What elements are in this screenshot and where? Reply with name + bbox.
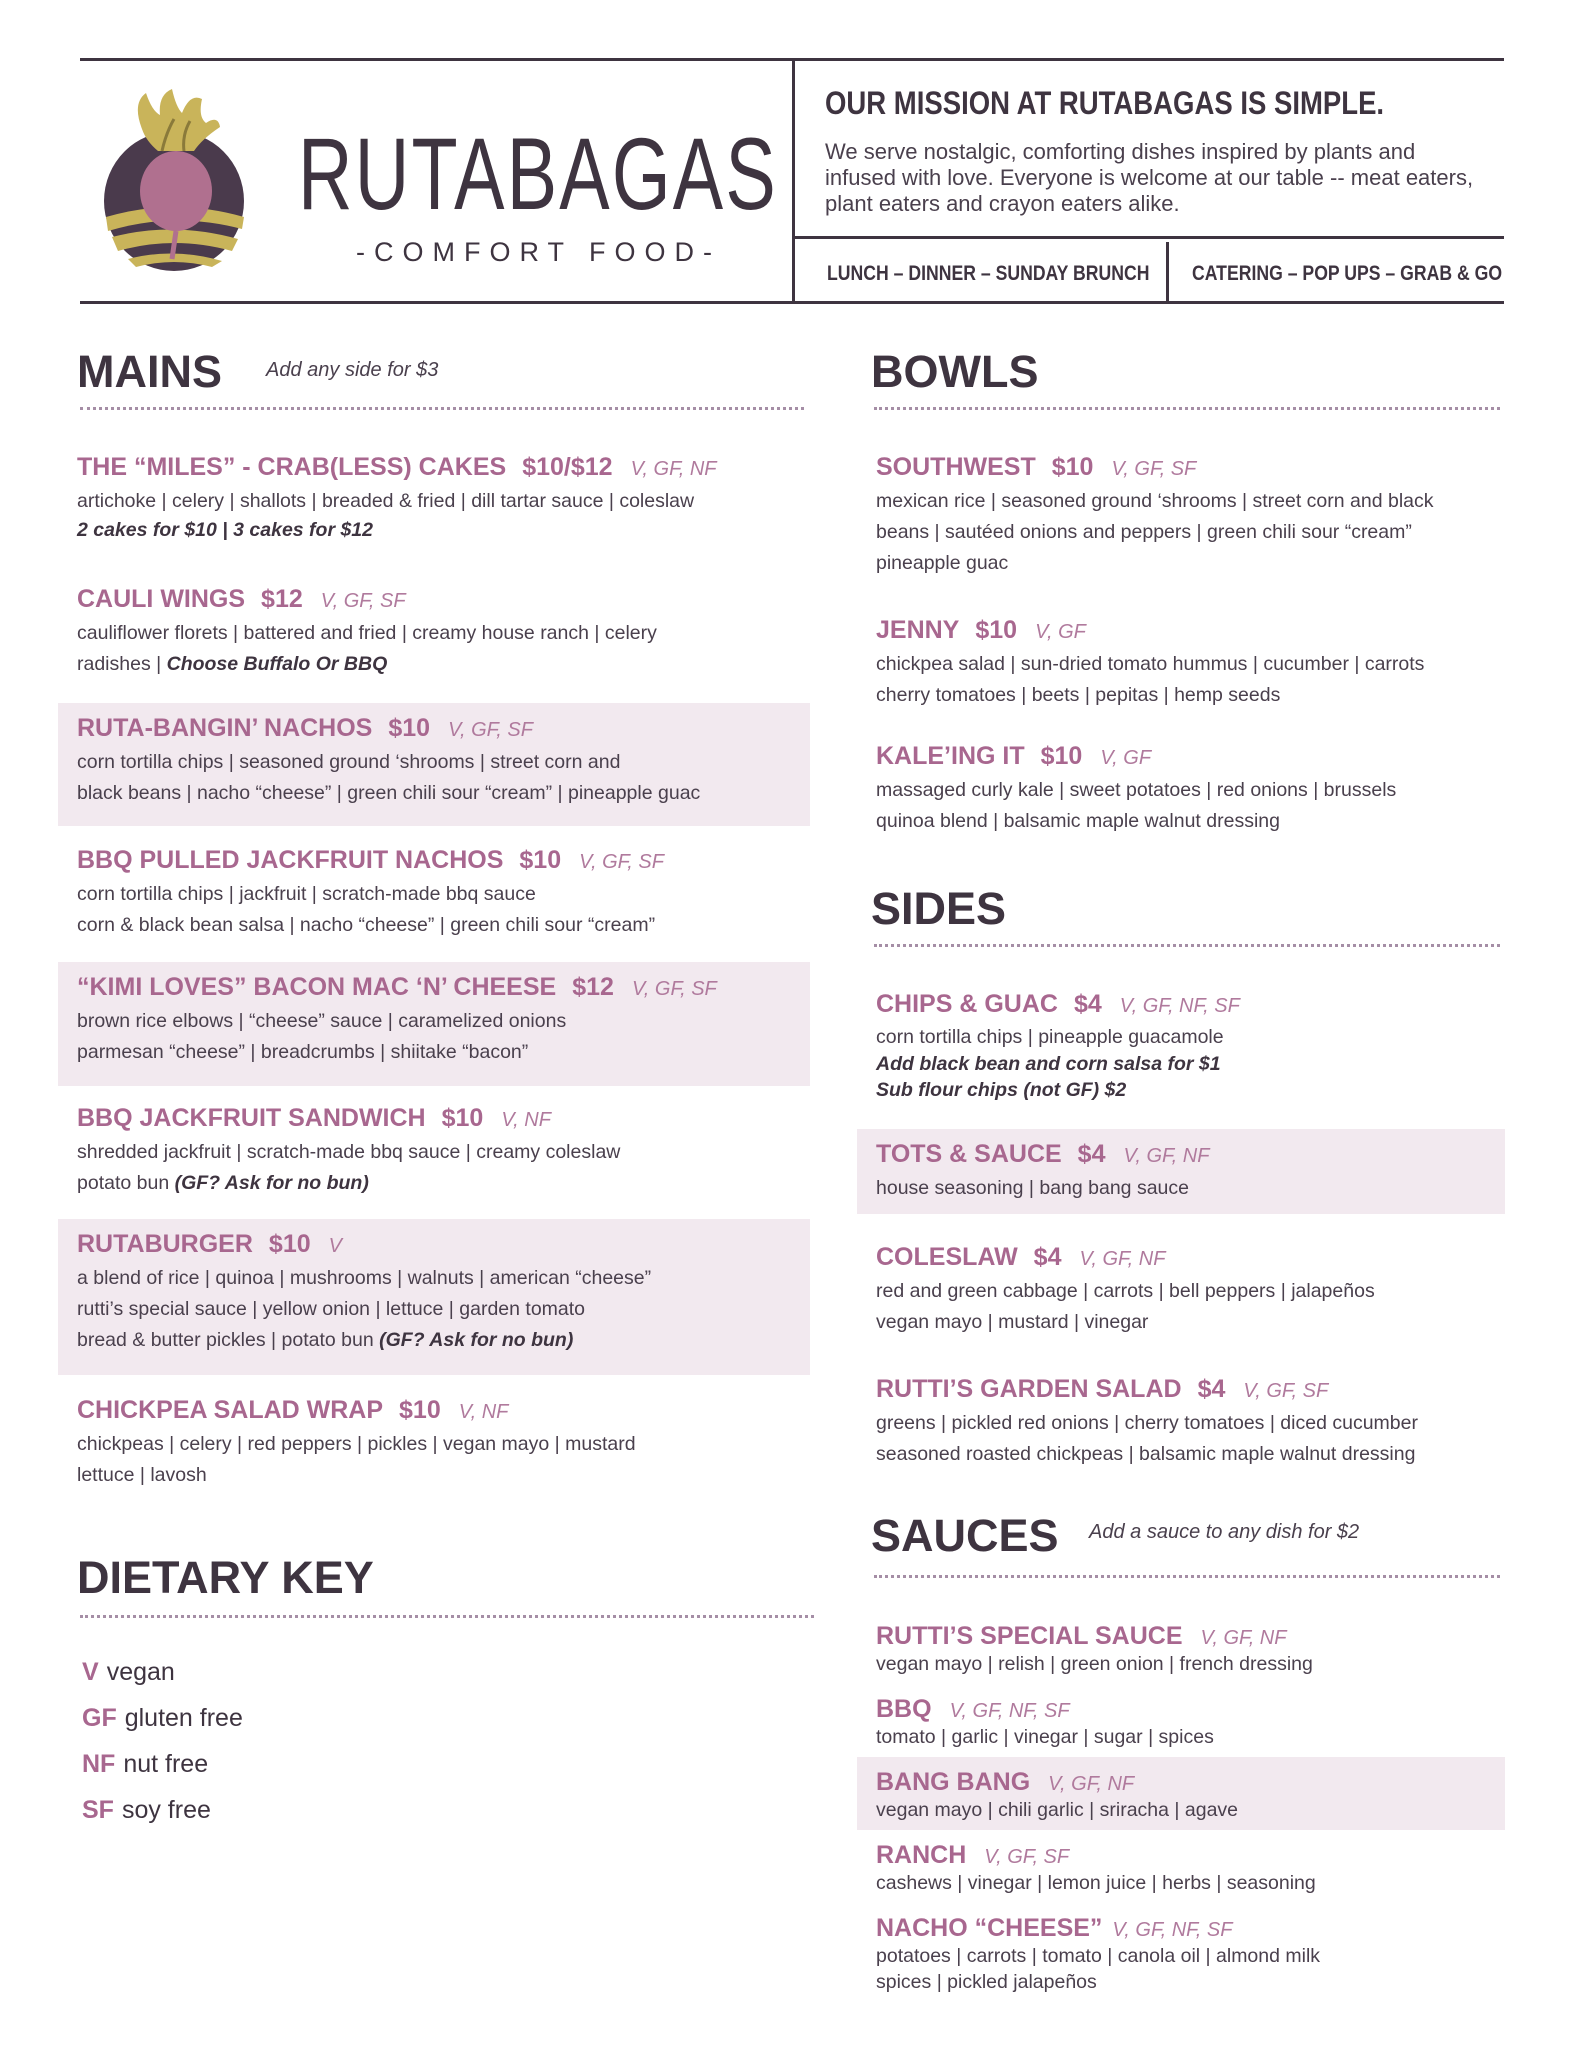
desc-line: potatoes | carrots | tomato | canola oil | almond milk — [876, 1945, 1321, 1967]
desc-text: radishes | — [77, 653, 167, 675]
key-code: V — [82, 1658, 99, 1686]
key-code: GF — [82, 1704, 117, 1732]
item-tags: V, NF — [501, 1109, 551, 1131]
item-name: BBQ — [876, 1695, 932, 1723]
desc-line: parmesan “cheese” | breadcrumbs | shiitake “bacon” — [77, 1041, 529, 1063]
mains-note: Add any side for $3 — [266, 359, 439, 381]
mission-text: We serve nostalgic, comforting dishes inspired by plants and infused with love. Everyone is welcome at our table -- meat eaters, plant eaters and crayon eaters alike. — [825, 139, 1474, 216]
desc-line: lettuce | lavosh — [77, 1464, 207, 1486]
item-price: $10 — [975, 616, 1018, 644]
item-description — [77, 1137, 810, 1199]
item-price: $10 — [388, 714, 431, 742]
item-price: $12 — [572, 973, 614, 1001]
desc-line: corn tortilla chips | jackfruit | scratch-made bbq sauce — [77, 883, 536, 905]
item-price: $10 — [441, 1104, 484, 1132]
item-name: NACHO “CHEESE” — [876, 1914, 1103, 1942]
item-tags: V, GF — [1100, 747, 1152, 769]
desc-text: bread & butter pickles | potato bun — [77, 1329, 380, 1351]
desc-line: greens | pickled red onions | cherry tomatoes | diced cucumber — [876, 1412, 1418, 1434]
menu-item-bbq-jackfruit-nachos — [58, 835, 810, 941]
item-note: Choose Buffalo Or BBQ — [166, 653, 388, 675]
sides-title: SIDES — [871, 883, 1007, 934]
item-price: $4 — [1197, 1375, 1226, 1403]
dietary-key-row — [82, 1750, 208, 1779]
item-tags: V — [328, 1235, 342, 1257]
menu-item-chips-guac — [857, 979, 1505, 1103]
item-tags: V, GF — [1035, 621, 1086, 643]
sauces-title: SAUCES — [871, 1510, 1059, 1561]
item-price: $10 — [1051, 453, 1094, 481]
menu-item-coleslaw — [857, 1232, 1505, 1338]
item-name: THE “MILES” - CRAB(LESS) CAKES — [77, 453, 507, 481]
item-note: Add black bean and corn salsa for $1 — [876, 1053, 1221, 1075]
sauce-item-bbq — [857, 1684, 1505, 1750]
item-name: CAULI WINGS — [77, 585, 246, 613]
dietary-key-row — [82, 1704, 243, 1733]
sauce-item-nacho-cheese — [857, 1903, 1505, 1995]
item-description: cashews | vinegar | lemon juice | herbs | seasoning — [876, 1872, 1316, 1894]
item-description — [77, 1006, 810, 1068]
item-tags: V, GF, NF — [1123, 1145, 1210, 1167]
item-name: BBQ PULLED JACKFRUIT NACHOS — [77, 846, 504, 874]
desc-line: black beans | nacho “cheese” | green chili sour “cream” | pineapple guac — [77, 782, 701, 804]
menu-item-tots-sauce — [857, 1129, 1505, 1214]
item-name: TOTS & SAUCE — [876, 1140, 1062, 1168]
desc-line: chickpea salad | sun-dried tomato hummus | cucumber | carrots — [876, 653, 1425, 675]
item-tags: V, GF, NF — [1048, 1773, 1135, 1795]
item-name: “KIMI LOVES” BACON MAC ‘N’ CHEESE — [77, 973, 557, 1001]
dietary-key-row — [82, 1658, 175, 1687]
bowls-divider — [874, 407, 1500, 410]
item-description: corn tortilla chips | pineapple guacamole — [876, 1026, 1224, 1048]
mission-block — [795, 61, 1504, 239]
item-description — [77, 747, 810, 809]
sauces-divider — [874, 1575, 1500, 1578]
key-label: nut free — [123, 1750, 209, 1778]
item-description — [876, 649, 1505, 711]
item-tags: V, GF, NF, SF — [949, 1700, 1070, 1722]
key-label: soy free — [121, 1796, 211, 1824]
desc-line: seasoned roasted chickpeas | balsamic maple walnut dressing — [876, 1443, 1416, 1465]
item-price: $10 — [1040, 742, 1083, 770]
menu-item-kaleing-it — [857, 731, 1505, 837]
item-description: house seasoning | bang bang sauce — [876, 1177, 1189, 1199]
item-description — [77, 1263, 810, 1356]
item-description: tomato | garlic | vinegar | sugar | spices — [876, 1726, 1214, 1748]
item-price: $4 — [1073, 990, 1102, 1018]
item-description: vegan mayo | chili garlic | sriracha | agave — [876, 1799, 1239, 1821]
item-name: RUTTI’S SPECIAL SAUCE — [876, 1622, 1183, 1650]
menu-item-cauli-wings — [58, 574, 810, 680]
dietary-key-title: DIETARY KEY — [77, 1552, 374, 1603]
desc-line: pineapple guac — [876, 552, 1009, 574]
item-note: Sub flour chips (not GF) $2 — [876, 1079, 1127, 1101]
desc-line: rutti’s special sauce | yellow onion | lettuce | garden tomato — [77, 1298, 586, 1320]
menu-item-bbq-jackfruit-sandwich — [58, 1093, 810, 1199]
mains-title: MAINS — [77, 346, 222, 397]
item-name: CHICKPEA SALAD WRAP — [77, 1396, 384, 1424]
mains-divider — [80, 407, 804, 410]
sauces-note: Add a sauce to any dish for $2 — [1089, 1521, 1360, 1543]
item-name: RUTTI’S GARDEN SALAD — [876, 1375, 1182, 1403]
desc-line: cherry tomatoes | beets | pepitas | hemp seeds — [876, 684, 1281, 706]
desc-line: massaged curly kale | sweet potatoes | red onions | brussels — [876, 779, 1397, 801]
desc-line: shredded jackfruit | scratch-made bbq sauce | creamy coleslaw — [77, 1141, 621, 1163]
item-description: vegan mayo | relish | green onion | french dressing — [876, 1653, 1313, 1675]
item-tags: V, GF, SF — [631, 978, 717, 1000]
menu-item-jenny — [857, 605, 1505, 711]
desc-line: spices | pickled jalapeños — [876, 1971, 1097, 1993]
item-description — [77, 618, 810, 680]
hours-text: LUNCH – DINNER – SUNDAY BRUNCH — [827, 262, 1150, 285]
beet-logo-icon — [102, 89, 252, 274]
item-note: 2 cakes for $10 | 3 cakes for $12 — [77, 519, 373, 541]
item-name: BBQ JACKFRUIT SANDWICH — [77, 1104, 426, 1132]
item-description: artichoke | celery | shallots | breaded & fried | dill tartar sauce | coleslaw — [77, 490, 695, 512]
desc-line: corn & black bean salsa | nacho “cheese” | green chili sour “cream” — [77, 914, 656, 936]
item-tags: V, GF, SF — [448, 719, 533, 741]
item-name: RANCH — [876, 1841, 967, 1869]
bowls-title: BOWLS — [871, 346, 1039, 397]
hours-cell — [795, 242, 1169, 304]
item-name: RUTA-BANGIN’ NACHOS — [77, 714, 373, 742]
desc-text: potato bun — [77, 1172, 175, 1194]
item-tags: V, GF, SF — [1111, 458, 1197, 480]
item-tags: V, GF, SF — [579, 851, 664, 873]
item-name: CHIPS & GUAC — [876, 990, 1058, 1018]
desc-line — [77, 649, 810, 680]
menu-header — [80, 58, 1504, 304]
desc-line: corn tortilla chips | seasoned ground ‘shrooms | street corn and — [77, 751, 621, 773]
brand-name: RUTABAGAS — [298, 117, 778, 231]
desc-line: a blend of rice | quinoa | mushrooms | walnuts | american “cheese” — [77, 1267, 652, 1289]
item-tags: V, GF, SF — [1243, 1380, 1329, 1402]
item-price: $10 — [399, 1396, 441, 1424]
item-tags: V, GF, NF, SF — [1119, 995, 1240, 1017]
item-description — [77, 879, 810, 941]
item-name: COLESLAW — [876, 1243, 1018, 1271]
item-tags: V, GF, NF, SF — [1112, 1919, 1233, 1941]
item-tags: V, NF — [458, 1401, 509, 1423]
item-description — [876, 1943, 1505, 1995]
key-label: vegan — [106, 1658, 175, 1686]
desc-line: chickpeas | celery | red peppers | pickles | vegan mayo | mustard — [77, 1433, 636, 1455]
item-name: RUTABURGER — [77, 1230, 253, 1258]
dietary-key-row — [82, 1796, 211, 1825]
item-description — [876, 775, 1505, 837]
item-price: $10 — [268, 1230, 311, 1258]
item-tags: V, GF, NF — [1200, 1627, 1287, 1649]
menu-item-ruta-bangin-nachos — [58, 703, 810, 826]
item-price: $10 — [519, 846, 562, 874]
services-cell — [1172, 242, 1504, 304]
desc-line: red and green cabbage | carrots | bell peppers | jalapeños — [876, 1280, 1375, 1302]
sauce-item-bang-bang — [857, 1757, 1505, 1830]
key-code: SF — [82, 1796, 114, 1824]
item-description — [876, 1408, 1505, 1470]
desc-line — [77, 1168, 810, 1199]
mission-title: OUR MISSION AT RUTABAGAS IS SIMPLE. — [825, 85, 1385, 121]
menu-item-rutaburger — [58, 1219, 810, 1375]
sauce-item-ranch — [857, 1830, 1505, 1896]
item-name: JENNY — [876, 616, 960, 644]
dietary-divider — [80, 1615, 814, 1618]
item-price: $4 — [1033, 1243, 1062, 1271]
item-price: $4 — [1077, 1140, 1106, 1168]
item-tags: V, GF, NF — [1079, 1248, 1166, 1270]
item-description — [876, 1276, 1505, 1338]
desc-line: brown rice elbows | “cheese” sauce | caramelized onions — [77, 1010, 567, 1032]
brand-tagline: -COMFORT FOOD- — [356, 237, 721, 267]
services-text: CATERING – POP UPS – GRAB & GO — [1192, 262, 1503, 285]
desc-line: beans | sautéed onions and peppers | green chili sour “cream” — [876, 521, 1412, 543]
desc-line: vegan mayo | mustard | vinegar — [876, 1311, 1149, 1333]
key-label: gluten free — [124, 1704, 243, 1732]
item-name: SOUTHWEST — [876, 453, 1036, 481]
logo-area — [80, 61, 792, 304]
key-code: NF — [82, 1750, 116, 1778]
desc-line: cauliflower florets | battered and fried | creamy house ranch | celery — [77, 622, 657, 644]
sides-divider — [874, 944, 1500, 947]
item-name: KALE’ING IT — [876, 742, 1025, 770]
item-name: BANG BANG — [876, 1768, 1031, 1796]
item-description — [876, 486, 1505, 579]
desc-line: quinoa blend | balsamic maple walnut dressing — [876, 810, 1280, 832]
sauce-item-special — [857, 1611, 1505, 1677]
item-note: (GF? Ask for no bun) — [174, 1172, 369, 1194]
item-tags: V, GF, SF — [984, 1846, 1070, 1868]
item-tags: V, GF, NF — [630, 458, 717, 480]
item-price: $10/$12 — [522, 453, 613, 481]
item-price: $12 — [261, 585, 303, 613]
menu-item-crabless-cakes — [58, 442, 810, 543]
item-note: (GF? Ask for no bun) — [379, 1329, 574, 1351]
menu-item-mac-n-cheese — [58, 962, 810, 1086]
desc-line: mexican rice | seasoned ground ‘shrooms | street corn and black — [876, 490, 1434, 512]
menu-item-southwest — [857, 442, 1505, 579]
item-tags: V, GF, SF — [320, 590, 406, 612]
desc-line — [77, 1325, 810, 1356]
menu-item-garden-salad — [857, 1364, 1505, 1470]
item-description — [77, 1429, 810, 1491]
menu-item-chickpea-wrap — [58, 1385, 810, 1491]
